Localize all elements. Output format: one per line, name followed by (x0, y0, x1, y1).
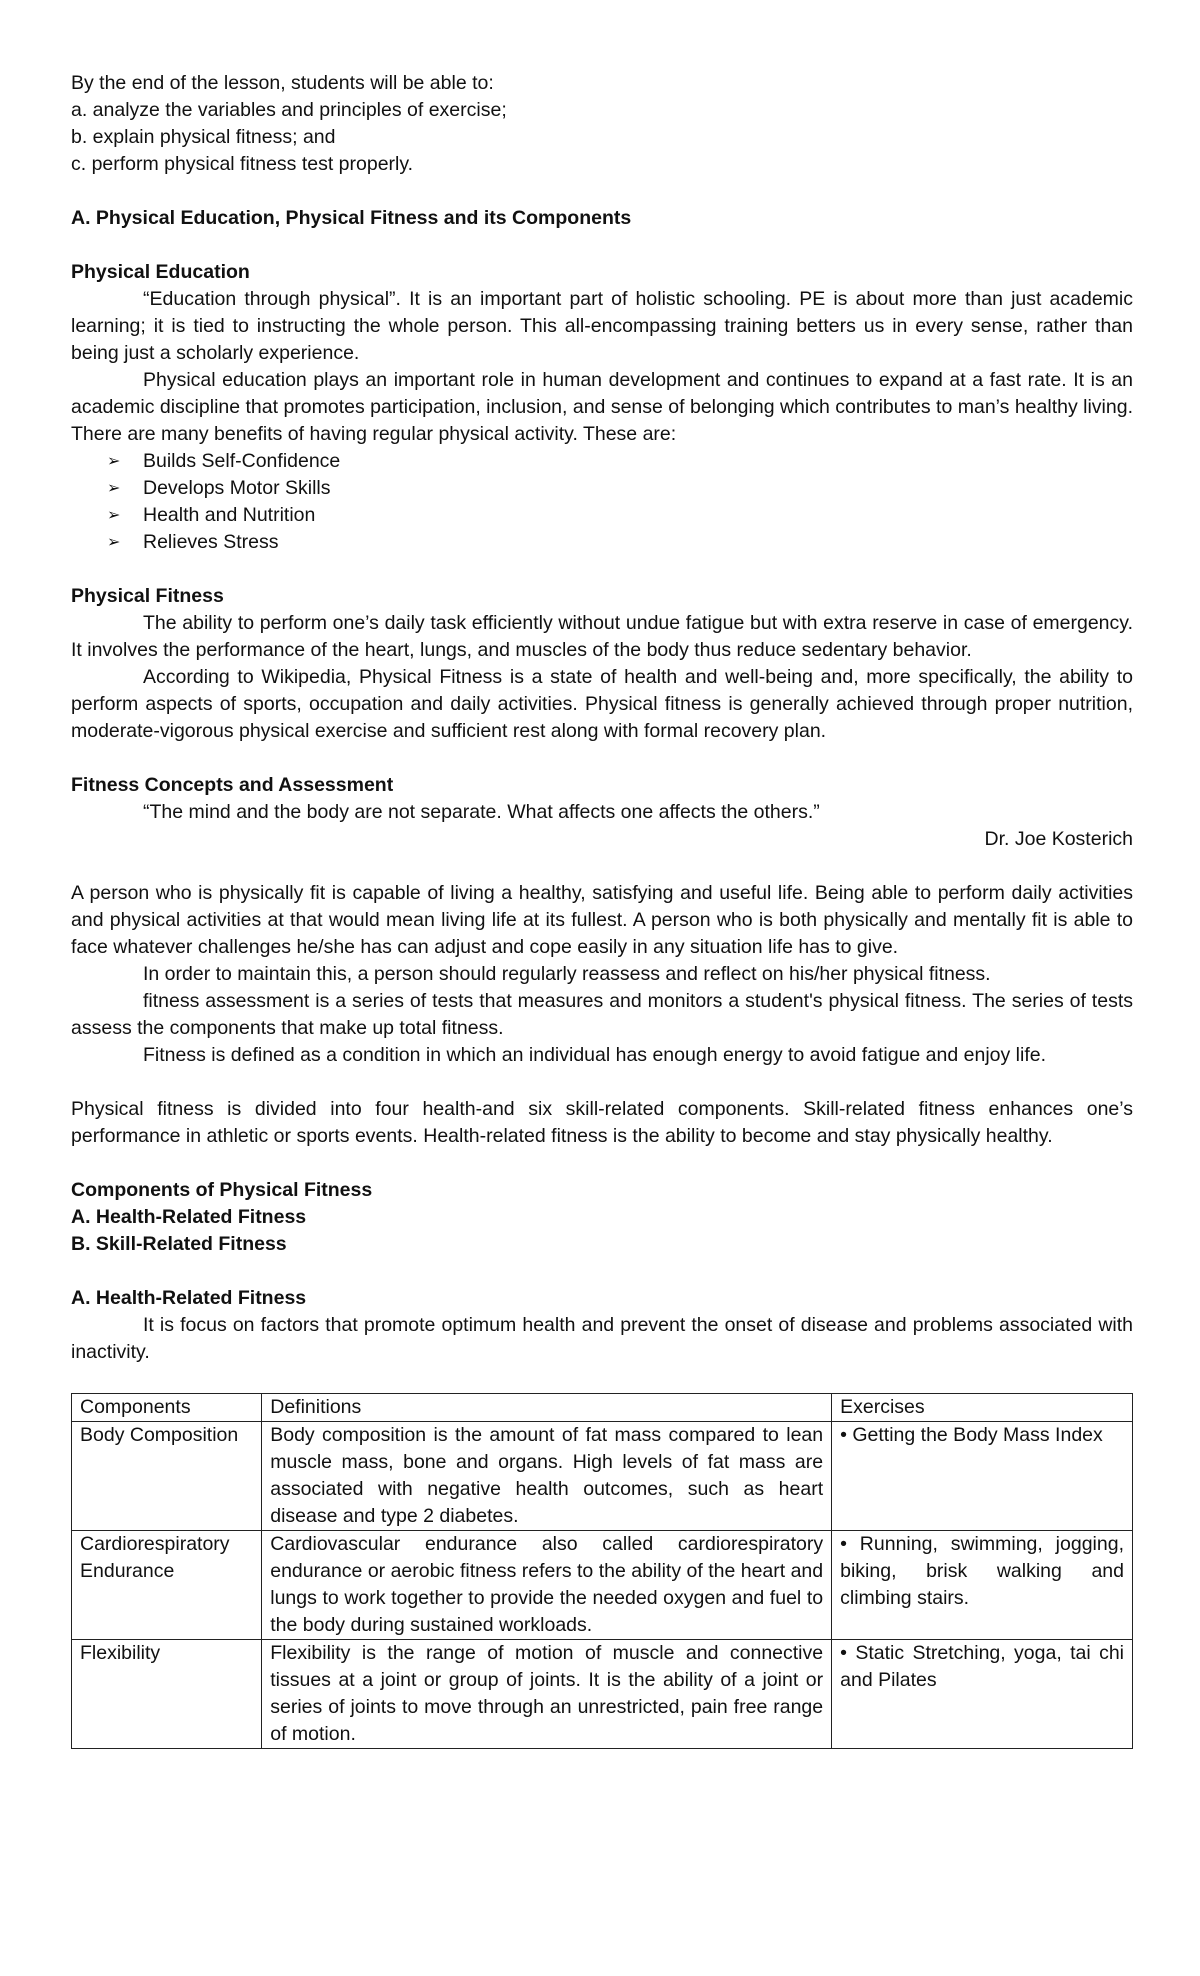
list-item (107, 502, 1133, 529)
pf-paragraph-2: According to Wikipedia, Physical Fitness is a state of health and well-being and, more specifically, the ability to perform aspects of sports, occupation and daily activities. Physical fitness is generally achieved through proper nutrition, moderate-vigorous physical exercise and sufficient rest along with formal recovery plan. (71, 666, 1133, 742)
arrowhead-bullet-icon: ➢ (107, 453, 121, 470)
table-row (72, 1531, 1133, 1640)
list-item (107, 475, 1133, 502)
component-cell: Body Composition (72, 1422, 262, 1531)
list-item (107, 529, 1133, 556)
fca-paragraph-2: In order to maintain this, a person should regularly reassess and reflect on his/her physical fitness. (143, 963, 991, 985)
spacer (71, 745, 1133, 772)
objectives-intro: By the end of the lesson, students will be able to: (71, 72, 494, 94)
components-item-b: B. Skill-Related Fitness (71, 1233, 287, 1255)
column-header: Definitions (262, 1394, 832, 1422)
components-heading: Components of Physical Fitness (71, 1179, 373, 1201)
definition-cell: Flexibility is the range of motion of muscle and connective tissues at a joint or group of joints. It is the ability of a joint or series of joints to move through an unrestricted, pain free range of motion. (262, 1640, 832, 1749)
pf-paragraph-1: The ability to perform one’s daily task efficiently without undue fatigue but with extra reserve in case of emergency. It involves the performance of the heart, lungs, and muscles of the body thus reduce sedentary behavior. (71, 612, 1133, 661)
quote: “The mind and the body are not separate. What affects one affects the others.” (143, 801, 820, 823)
spacer (71, 853, 1133, 880)
column-header: Components (72, 1394, 262, 1422)
benefit-label: Relieves Stress (143, 531, 279, 553)
hrf-paragraph: It is focus on factors that promote optimum health and prevent the onset of disease and problems associated with inactivity. (71, 1314, 1133, 1363)
objective-item: b. explain physical fitness; and (71, 126, 336, 148)
fca-paragraph-3: fitness assessment is a series of tests that measures and monitors a student's physical fitness. The series of tests assess the components that make up total fitness. (71, 990, 1133, 1039)
definition-cell: Body composition is the amount of fat mass compared to lean muscle mass, bone and organs. High levels of fat mass are associated with negative health outcomes, such as heart disease and type 2 diabetes. (262, 1422, 832, 1531)
hrf-heading: A. Health-Related Fitness (71, 1287, 307, 1309)
arrowhead-bullet-icon: ➢ (107, 534, 121, 551)
document-page (71, 70, 1133, 1749)
objective-item: c. perform physical fitness test properly. (71, 153, 414, 175)
fca-heading: Fitness Concepts and Assessment (71, 774, 394, 796)
exercise-cell: • Static Stretching, yoga, tai chi and Pilates (832, 1640, 1133, 1749)
table-row (72, 1640, 1133, 1749)
component-cell: Flexibility (72, 1640, 262, 1749)
definition-cell: Cardiovascular endurance also called cardiorespiratory endurance or aerobic fitness refers to the ability of the heart and lungs to work together to provide the needed oxygen and fuel to the body during sustained workloads. (262, 1531, 832, 1640)
fca-paragraph-4: Fitness is defined as a condition in which an individual has enough energy to avoid fatigue and enjoy life. (143, 1044, 1047, 1066)
exercise-cell: • Running, swimming, jogging, biking, brisk walking and climbing stairs. (832, 1531, 1133, 1640)
objective-item: a. analyze the variables and principles of exercise; (71, 99, 507, 121)
spacer (71, 1258, 1133, 1285)
pe-paragraph-2: Physical education plays an important role in human development and continues to expand at a fast rate. It is an academic discipline that promotes participation, inclusion, and sense of belonging which contributes to man’s healthy living. There are many benefits of having regular physical activity. These are: (71, 369, 1133, 445)
arrowhead-bullet-icon: ➢ (107, 507, 121, 524)
section-title: A. Physical Education, Physical Fitness and its Components (71, 207, 632, 229)
benefit-label: Builds Self-Confidence (143, 450, 341, 472)
spacer (71, 178, 1133, 205)
exercise-cell: • Getting the Body Mass Index (832, 1422, 1133, 1531)
spacer (71, 556, 1133, 583)
spacer (71, 1069, 1133, 1096)
table-row (72, 1422, 1133, 1531)
table-header-row (72, 1394, 1133, 1422)
pe-heading: Physical Education (71, 261, 250, 283)
benefits-list (71, 448, 1133, 556)
list-item (107, 448, 1133, 475)
pe-paragraph-1: “Education through physical”. It is an important part of holistic schooling. PE is about more than just academic learning; it is tied to instructing the whole person. This all-encompassing training betters us in every sense, rather than being just a scholarly experience. (71, 288, 1133, 364)
component-cell: Cardiorespiratory Endurance (72, 1531, 262, 1640)
health-related-fitness-table (71, 1393, 1133, 1749)
benefit-label: Develops Motor Skills (143, 477, 331, 499)
spacer (71, 1150, 1133, 1177)
column-header: Exercises (832, 1394, 1133, 1422)
quote-author: Dr. Joe Kosterich (984, 828, 1133, 850)
spacer (71, 232, 1133, 259)
components-item-a: A. Health-Related Fitness (71, 1206, 307, 1228)
benefit-label: Health and Nutrition (143, 504, 316, 526)
fca-paragraph-1: A person who is physically fit is capable of living a healthy, satisfying and useful life. Being able to perform daily activities and physical activities at that would mean living life at its fullest. A person who is both physically and mentally fit is able to face whatever challenges he/she has can adjust and cope easily in any situation life has to give. (71, 882, 1133, 958)
fca-paragraph-5: Physical fitness is divided into four health-and six skill-related components. Skill-related fitness enhances one’s performance in athletic or sports events. Health-related fitness is the ability to become and stay physically healthy. (71, 1098, 1133, 1147)
pf-heading: Physical Fitness (71, 585, 224, 607)
arrowhead-bullet-icon: ➢ (107, 480, 121, 497)
